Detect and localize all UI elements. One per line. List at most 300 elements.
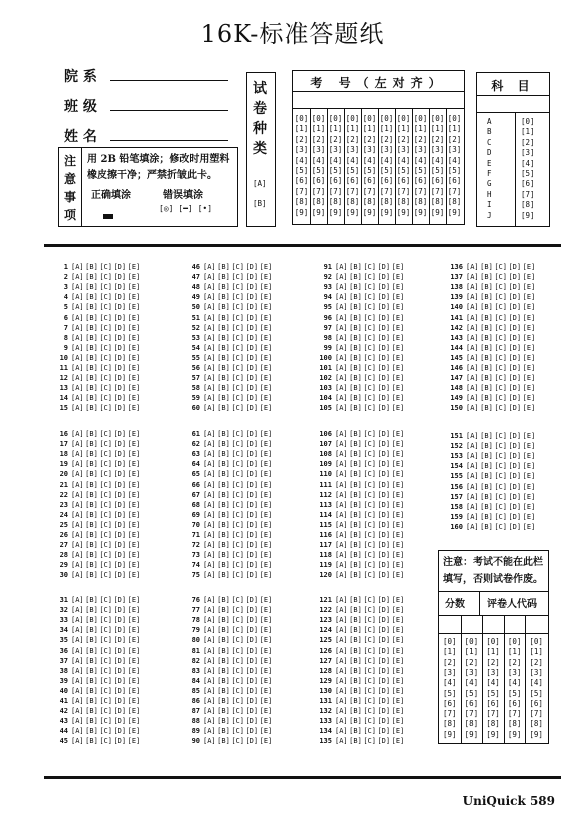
answer-bubble[interactable]: [B] (349, 676, 362, 685)
exam-id-digit-bubble[interactable]: [9] (396, 207, 411, 217)
answer-bubble[interactable]: [C] (231, 293, 244, 302)
answer-bubble[interactable]: [A] (466, 522, 479, 531)
answer-bubble[interactable]: [A] (335, 686, 348, 695)
answer-bubble[interactable]: [B] (349, 727, 362, 736)
exam-id-digit-bubble[interactable]: [2] (447, 134, 462, 144)
answer-bubble[interactable]: [C] (494, 522, 507, 531)
answer-bubble[interactable]: [D] (245, 384, 259, 393)
answer-bubble[interactable]: [A] (203, 440, 216, 449)
answer-bubble[interactable]: [C] (231, 646, 244, 655)
answer-bubble[interactable]: [C] (231, 666, 244, 675)
exam-id-digit-bubble[interactable]: [7] (311, 186, 326, 196)
grading-digit-bubble[interactable]: [3] (507, 667, 522, 677)
answer-bubble[interactable]: [D] (245, 636, 259, 645)
answer-bubble[interactable]: [C] (231, 283, 244, 292)
answer-bubble[interactable]: [E] (127, 263, 141, 271)
exam-id-digit-bubble[interactable]: [7] (362, 186, 377, 196)
answer-bubble[interactable]: [A] (203, 430, 216, 438)
answer-bubble[interactable]: [C] (231, 343, 244, 352)
answer-bubble[interactable]: [A] (203, 656, 216, 665)
answer-bubble[interactable]: [C] (231, 656, 244, 665)
answer-bubble[interactable]: [E] (522, 273, 536, 282)
answer-bubble[interactable]: [D] (113, 626, 127, 635)
answer-bubble[interactable]: [B] (85, 531, 98, 539)
answer-bubble[interactable]: [A] (466, 442, 479, 451)
answer-bubble[interactable]: [E] (259, 293, 273, 302)
answer-bubble[interactable]: [D] (113, 490, 127, 499)
answer-bubble[interactable]: [B] (349, 697, 362, 705)
exam-id-digit-bubble[interactable]: [9] (430, 207, 445, 217)
answer-bubble[interactable]: [C] (363, 343, 376, 352)
answer-bubble[interactable]: [D] (377, 313, 391, 322)
answer-bubble[interactable]: [E] (391, 510, 405, 519)
answer-bubble[interactable]: [E] (259, 616, 273, 625)
answer-bubble[interactable]: [B] (85, 717, 98, 726)
exam-id-digit-bubble[interactable]: [4] (328, 155, 343, 165)
answer-bubble[interactable]: [C] (363, 323, 376, 332)
answer-bubble[interactable]: [A] (335, 510, 348, 519)
exam-id-digit-bubble[interactable]: [4] (430, 155, 445, 165)
answer-bubble[interactable]: [A] (466, 364, 479, 372)
exam-id-digit-bubble[interactable]: [5] (311, 166, 326, 175)
answer-bubble[interactable]: [D] (245, 450, 259, 459)
exam-id-digit-bubble[interactable]: [4] (311, 155, 326, 165)
exam-id-digit-bubble[interactable]: [8] (447, 197, 462, 207)
answer-bubble[interactable]: [D] (377, 520, 391, 529)
answer-bubble[interactable]: [E] (127, 737, 141, 746)
answer-bubble[interactable]: [A] (335, 470, 348, 479)
answer-bubble[interactable]: [C] (231, 717, 244, 726)
subject-digit-bubble[interactable]: [2] (521, 137, 535, 147)
answer-bubble[interactable]: [B] (480, 283, 493, 292)
answer-bubble[interactable]: [D] (377, 374, 391, 383)
answer-bubble[interactable]: [C] (99, 460, 112, 469)
answer-bubble[interactable]: [D] (377, 551, 391, 560)
answer-bubble[interactable]: [C] (363, 283, 376, 292)
answer-bubble[interactable]: [E] (127, 353, 141, 362)
answer-bubble[interactable]: [A] (203, 333, 216, 342)
answer-bubble[interactable]: [E] (127, 606, 141, 615)
answer-bubble[interactable]: [E] (127, 313, 141, 322)
answer-bubble[interactable]: [A] (71, 500, 84, 509)
answer-bubble[interactable]: [B] (85, 561, 98, 570)
grading-digit-bubble[interactable]: [7] (529, 709, 543, 719)
answer-bubble[interactable]: [D] (245, 646, 259, 655)
answer-bubble[interactable]: [D] (377, 364, 391, 372)
answer-bubble[interactable]: [C] (231, 440, 244, 449)
grading-digit-bubble[interactable]: [5] (443, 688, 457, 698)
answer-bubble[interactable]: [B] (85, 430, 98, 438)
answer-bubble[interactable]: [E] (259, 646, 273, 655)
answer-bubble[interactable]: [B] (85, 440, 98, 449)
answer-bubble[interactable]: [C] (494, 333, 507, 342)
answer-bubble[interactable]: [C] (363, 384, 376, 393)
answer-bubble[interactable]: [E] (391, 551, 405, 560)
answer-bubble[interactable]: [C] (363, 374, 376, 383)
answer-bubble[interactable]: [D] (245, 561, 259, 570)
answer-bubble[interactable]: [D] (377, 727, 391, 736)
answer-bubble[interactable]: [B] (349, 460, 362, 469)
answer-bubble[interactable]: [C] (99, 510, 112, 519)
answer-bubble[interactable]: [C] (231, 561, 244, 570)
answer-bubble[interactable]: [D] (113, 697, 127, 705)
answer-bubble[interactable]: [E] (259, 430, 273, 438)
answer-bubble[interactable]: [A] (71, 626, 84, 635)
answer-bubble[interactable]: [B] (349, 490, 362, 499)
answer-bubble[interactable]: [B] (349, 293, 362, 302)
grading-digit-bubble[interactable]: [6] (529, 698, 543, 708)
answer-bubble[interactable]: [E] (522, 394, 536, 403)
answer-bubble[interactable]: [E] (391, 323, 405, 332)
answer-bubble[interactable]: [E] (522, 364, 536, 372)
answer-bubble[interactable]: [E] (391, 676, 405, 685)
exam-id-digit-bubble[interactable]: [3] (345, 145, 360, 155)
answer-bubble[interactable]: [C] (231, 686, 244, 695)
exam-id-digit-bubble[interactable]: [9] (413, 207, 428, 217)
answer-bubble[interactable]: [B] (85, 500, 98, 509)
answer-bubble[interactable]: [D] (245, 480, 259, 489)
answer-bubble[interactable]: [E] (259, 626, 273, 635)
answer-bubble[interactable]: [D] (377, 707, 391, 716)
answer-bubble[interactable]: [C] (99, 440, 112, 449)
exam-id-digit-bubble[interactable]: [0] (294, 114, 309, 123)
answer-bubble[interactable]: [B] (349, 440, 362, 449)
answer-bubble[interactable]: [B] (349, 404, 362, 413)
exam-id-digit-bubble[interactable]: [5] (396, 166, 411, 175)
answer-bubble[interactable]: [C] (231, 606, 244, 615)
exam-id-digit-bubble[interactable]: [0] (396, 114, 411, 123)
answer-bubble[interactable]: [B] (85, 646, 98, 655)
exam-id-digit-bubble[interactable]: [1] (430, 124, 445, 134)
grading-digit-bubble[interactable]: [6] (486, 698, 500, 708)
answer-bubble[interactable]: [C] (99, 727, 112, 736)
answer-bubble[interactable]: [E] (127, 394, 141, 403)
answer-bubble[interactable]: [C] (99, 353, 112, 362)
answer-bubble[interactable]: [E] (259, 470, 273, 479)
answer-bubble[interactable]: [C] (363, 520, 376, 529)
answer-bubble[interactable]: [E] (259, 500, 273, 509)
exam-id-digit-bubble[interactable]: [9] (447, 207, 462, 217)
answer-bubble[interactable]: [C] (494, 343, 507, 352)
grading-digit-bubble[interactable]: [6] (507, 698, 522, 708)
answer-bubble[interactable]: [C] (99, 333, 112, 342)
answer-bubble[interactable]: [C] (99, 616, 112, 625)
exam-id-digit-bubble[interactable]: [7] (294, 186, 309, 196)
answer-bubble[interactable]: [C] (99, 686, 112, 695)
answer-bubble[interactable]: [E] (127, 510, 141, 519)
answer-bubble[interactable]: [E] (127, 323, 141, 332)
answer-bubble[interactable]: [B] (349, 510, 362, 519)
answer-bubble[interactable]: [D] (377, 480, 391, 489)
answer-bubble[interactable]: [B] (217, 480, 230, 489)
answer-bubble[interactable]: [B] (217, 596, 230, 604)
answer-bubble[interactable]: [D] (245, 606, 259, 615)
answer-bubble[interactable]: [C] (494, 502, 507, 511)
answer-bubble[interactable]: [B] (217, 727, 230, 736)
answer-bubble[interactable]: [A] (335, 666, 348, 675)
answer-bubble[interactable]: [A] (335, 353, 348, 362)
answer-bubble[interactable]: [B] (217, 500, 230, 509)
answer-bubble[interactable]: [B] (217, 531, 230, 539)
exam-id-digit-bubble[interactable]: [3] (311, 145, 326, 155)
answer-bubble[interactable]: [A] (203, 293, 216, 302)
answer-bubble[interactable]: [A] (71, 727, 84, 736)
exam-id-digit-bubble[interactable]: [7] (396, 186, 411, 196)
answer-bubble[interactable]: [C] (363, 394, 376, 403)
answer-bubble[interactable]: [D] (508, 273, 522, 282)
exam-id-digit-bubble[interactable]: [5] (362, 166, 377, 175)
answer-bubble[interactable]: [B] (217, 460, 230, 469)
answer-bubble[interactable]: [D] (377, 636, 391, 645)
answer-bubble[interactable]: [D] (377, 697, 391, 705)
subject-digit-bubble[interactable]: [9] (521, 210, 535, 220)
grading-digit-bubble[interactable]: [9] (443, 729, 457, 739)
answer-bubble[interactable]: [D] (113, 480, 127, 489)
answer-bubble[interactable]: [B] (217, 490, 230, 499)
answer-bubble[interactable]: [B] (85, 273, 98, 282)
answer-bubble[interactable]: [E] (127, 616, 141, 625)
answer-bubble[interactable]: [E] (127, 450, 141, 459)
answer-bubble[interactable]: [E] (259, 707, 273, 716)
answer-bubble[interactable]: [C] (363, 510, 376, 519)
answer-bubble[interactable]: [A] (71, 450, 84, 459)
answer-bubble[interactable]: [C] (494, 404, 507, 413)
grading-digit-bubble[interactable]: [9] (486, 729, 500, 739)
answer-bubble[interactable]: [B] (349, 520, 362, 529)
answer-bubble[interactable]: [B] (217, 430, 230, 438)
exam-id-digit-bubble[interactable]: [2] (379, 134, 394, 144)
answer-bubble[interactable]: [C] (494, 384, 507, 393)
answer-bubble[interactable]: [B] (349, 596, 362, 604)
answer-bubble[interactable]: [C] (363, 717, 376, 726)
answer-bubble[interactable]: [A] (71, 561, 84, 570)
answer-bubble[interactable]: [A] (71, 404, 84, 413)
answer-bubble[interactable]: [E] (259, 374, 273, 383)
answer-bubble[interactable]: [B] (217, 616, 230, 625)
answer-bubble[interactable]: [A] (335, 440, 348, 449)
answer-bubble[interactable]: [C] (363, 470, 376, 479)
answer-bubble[interactable]: [D] (377, 666, 391, 675)
answer-bubble[interactable]: [B] (85, 636, 98, 645)
answer-bubble[interactable]: [B] (85, 616, 98, 625)
answer-bubble[interactable]: [C] (363, 606, 376, 615)
answer-bubble[interactable]: [C] (363, 656, 376, 665)
answer-bubble[interactable]: [B] (85, 364, 98, 372)
answer-bubble[interactable]: [A] (203, 480, 216, 489)
answer-bubble[interactable]: [A] (71, 353, 84, 362)
answer-bubble[interactable]: [A] (203, 686, 216, 695)
answer-bubble[interactable]: [A] (71, 541, 84, 550)
grading-digit-bubble[interactable]: [5] (529, 688, 543, 698)
answer-bubble[interactable]: [D] (113, 656, 127, 665)
answer-bubble[interactable]: [B] (349, 313, 362, 322)
answer-bubble[interactable]: [C] (99, 596, 112, 604)
answer-bubble[interactable]: [C] (363, 333, 376, 342)
answer-bubble[interactable]: [D] (245, 596, 259, 604)
answer-bubble[interactable]: [E] (391, 343, 405, 352)
subject-digit-bubble[interactable]: [6] (521, 179, 535, 189)
answer-bubble[interactable]: [A] (335, 541, 348, 550)
answer-bubble[interactable]: [B] (85, 450, 98, 459)
grading-digit-bubble[interactable]: [2] (443, 657, 457, 667)
answer-bubble[interactable]: [B] (85, 737, 98, 746)
answer-bubble[interactable]: [C] (231, 510, 244, 519)
answer-bubble[interactable]: [E] (391, 480, 405, 489)
exam-id-digit-bubble[interactable]: [6] (413, 176, 428, 186)
grading-digit-bubble[interactable]: [9] (529, 729, 543, 739)
answer-bubble[interactable]: [A] (203, 510, 216, 519)
answer-bubble[interactable]: [A] (71, 313, 84, 322)
answer-bubble[interactable]: [E] (259, 460, 273, 469)
exam-id-digit-bubble[interactable]: [1] (379, 124, 394, 134)
answer-bubble[interactable]: [E] (391, 520, 405, 529)
answer-bubble[interactable]: [A] (466, 384, 479, 393)
exam-id-digit-bubble[interactable]: [8] (396, 197, 411, 207)
exam-id-digit-bubble[interactable]: [1] (447, 124, 462, 134)
answer-bubble[interactable]: [E] (259, 697, 273, 705)
answer-bubble[interactable]: [D] (508, 394, 522, 403)
answer-bubble[interactable]: [B] (217, 353, 230, 362)
answer-bubble[interactable]: [E] (522, 472, 536, 481)
answer-bubble[interactable]: [B] (480, 404, 493, 413)
answer-bubble[interactable]: [C] (99, 541, 112, 550)
grading-digit-bubble[interactable]: [7] (486, 709, 500, 719)
answer-bubble[interactable]: [C] (99, 737, 112, 746)
answer-bubble[interactable]: [D] (377, 656, 391, 665)
answer-bubble[interactable]: [E] (127, 646, 141, 655)
answer-bubble[interactable]: [D] (245, 656, 259, 665)
answer-bubble[interactable]: [E] (127, 273, 141, 282)
answer-bubble[interactable]: [E] (391, 430, 405, 438)
answer-bubble[interactable]: [A] (71, 551, 84, 560)
answer-bubble[interactable]: [A] (466, 462, 479, 471)
answer-bubble[interactable]: [D] (113, 737, 127, 746)
answer-bubble[interactable]: [D] (113, 561, 127, 570)
answer-bubble[interactable]: [E] (127, 470, 141, 479)
grading-digit-bubble[interactable]: [0] (443, 637, 457, 646)
answer-bubble[interactable]: [C] (494, 432, 507, 440)
answer-bubble[interactable]: [C] (99, 323, 112, 332)
answer-bubble[interactable]: [B] (85, 460, 98, 469)
answer-bubble[interactable]: [D] (245, 520, 259, 529)
answer-bubble[interactable]: [A] (71, 510, 84, 519)
exam-id-digit-bubble[interactable]: [7] (345, 186, 360, 196)
exam-id-digit-bubble[interactable]: [6] (328, 176, 343, 186)
answer-bubble[interactable]: [E] (127, 364, 141, 372)
answer-bubble[interactable]: [D] (508, 283, 522, 292)
answer-bubble[interactable]: [E] (522, 502, 536, 511)
exam-id-digit-bubble[interactable]: [4] (379, 155, 394, 165)
grading-digit-bubble[interactable]: [1] (443, 647, 457, 657)
answer-bubble[interactable]: [A] (466, 303, 479, 312)
answer-bubble[interactable]: [C] (363, 646, 376, 655)
answer-bubble[interactable]: [B] (85, 520, 98, 529)
answer-bubble[interactable]: [C] (231, 541, 244, 550)
answer-bubble[interactable]: [C] (231, 323, 244, 332)
answer-bubble[interactable]: [A] (335, 636, 348, 645)
answer-bubble[interactable]: [D] (508, 353, 522, 362)
answer-bubble[interactable]: [A] (203, 353, 216, 362)
answer-bubble[interactable]: [E] (391, 531, 405, 539)
answer-bubble[interactable]: [D] (245, 470, 259, 479)
answer-bubble[interactable]: [E] (127, 717, 141, 726)
exam-id-digit-bubble[interactable]: [3] (362, 145, 377, 155)
answer-bubble[interactable]: [D] (113, 430, 127, 438)
answer-bubble[interactable]: [E] (259, 596, 273, 604)
grading-digit-bubble[interactable]: [3] (486, 667, 500, 677)
answer-bubble[interactable]: [D] (113, 470, 127, 479)
answer-bubble[interactable]: [B] (349, 656, 362, 665)
answer-bubble[interactable]: [E] (391, 353, 405, 362)
answer-bubble[interactable]: [A] (466, 512, 479, 521)
grading-digit-bubble[interactable]: [1] (529, 647, 543, 657)
answer-bubble[interactable]: [B] (480, 462, 493, 471)
answer-bubble[interactable]: [E] (127, 343, 141, 352)
answer-bubble[interactable]: [C] (99, 273, 112, 282)
answer-bubble[interactable]: [E] (127, 460, 141, 469)
answer-bubble[interactable]: [C] (363, 531, 376, 539)
answer-bubble[interactable]: [B] (480, 353, 493, 362)
answer-bubble[interactable]: [E] (127, 303, 141, 312)
grading-digit-bubble[interactable]: [2] (486, 657, 500, 667)
answer-bubble[interactable]: [B] (217, 676, 230, 685)
answer-bubble[interactable]: [B] (480, 492, 493, 501)
answer-bubble[interactable]: [C] (494, 394, 507, 403)
answer-bubble[interactable]: [C] (231, 450, 244, 459)
exam-id-digit-bubble[interactable]: [0] (328, 114, 343, 123)
answer-bubble[interactable]: [A] (71, 606, 84, 615)
grading-digit-bubble[interactable]: [3] (443, 667, 457, 677)
answer-bubble[interactable]: [B] (85, 333, 98, 342)
answer-bubble[interactable]: [C] (99, 707, 112, 716)
grading-digit-bubble[interactable]: [9] (507, 729, 522, 739)
answer-bubble[interactable]: [E] (127, 676, 141, 685)
answer-bubble[interactable]: [D] (113, 450, 127, 459)
answer-bubble[interactable]: [A] (203, 303, 216, 312)
answer-bubble[interactable]: [A] (71, 596, 84, 604)
answer-bubble[interactable]: [E] (127, 596, 141, 604)
answer-bubble[interactable]: [D] (245, 394, 259, 403)
answer-bubble[interactable]: [C] (231, 394, 244, 403)
answer-bubble[interactable]: [C] (99, 283, 112, 292)
answer-bubble[interactable]: [B] (217, 707, 230, 716)
answer-bubble[interactable]: [E] (259, 353, 273, 362)
answer-bubble[interactable]: [A] (203, 313, 216, 322)
answer-bubble[interactable]: [E] (391, 293, 405, 302)
paper-type-option-b[interactable]: [B] (253, 199, 267, 208)
answer-bubble[interactable]: [E] (391, 596, 405, 604)
answer-bubble[interactable]: [E] (127, 626, 141, 635)
answer-bubble[interactable]: [A] (335, 323, 348, 332)
answer-bubble[interactable]: [A] (71, 490, 84, 499)
answer-bubble[interactable]: [A] (335, 430, 348, 438)
answer-bubble[interactable]: [C] (231, 364, 244, 372)
answer-bubble[interactable]: [C] (363, 737, 376, 746)
answer-bubble[interactable]: [B] (217, 394, 230, 403)
answer-bubble[interactable]: [B] (217, 646, 230, 655)
answer-bubble[interactable]: [E] (127, 490, 141, 499)
answer-bubble[interactable]: [B] (349, 470, 362, 479)
answer-bubble[interactable]: [A] (466, 394, 479, 403)
answer-bubble[interactable]: [D] (245, 666, 259, 675)
answer-bubble[interactable]: [E] (391, 384, 405, 393)
answer-bubble[interactable]: [A] (466, 353, 479, 362)
answer-bubble[interactable]: [D] (113, 343, 127, 352)
answer-bubble[interactable]: [D] (508, 384, 522, 393)
answer-bubble[interactable]: [B] (85, 656, 98, 665)
grading-digit-bubble[interactable]: [7] (464, 709, 479, 719)
exam-id-digit-bubble[interactable]: [5] (294, 166, 309, 175)
